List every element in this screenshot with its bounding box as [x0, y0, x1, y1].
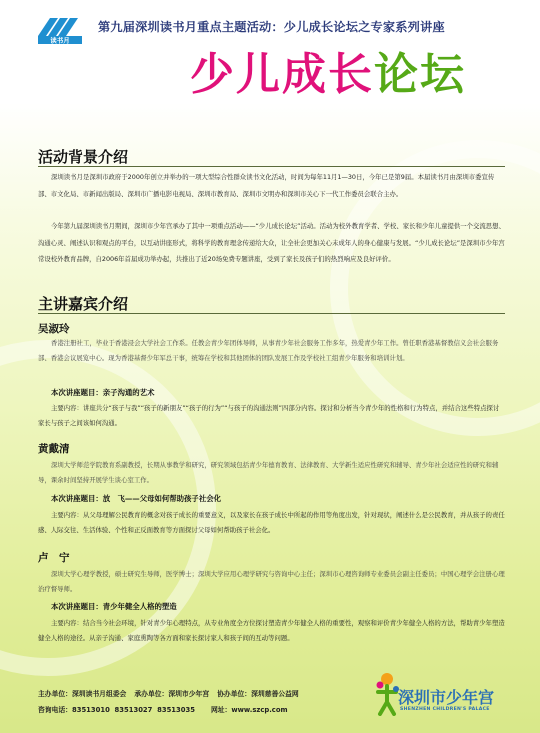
organizer-unit: 承办单位：深圳市少年宫	[134, 690, 210, 698]
co-organizer-unit: 协办单位：深圳慈善公益网	[217, 690, 299, 698]
host-unit: 主办单位：深圳读书月组委会	[38, 690, 127, 698]
lecture-content: 主要内容：结合当今社会环境，针对青少年心理特点，从专业角度全方位探讨塑造青少年健全人格的重要性，观察和评价青少年健全人格的方法，帮助青少年塑造健全人格的途径。从亲子沟通、家庭熏陶等各方面和家长探讨家人和孩子间的互动等问题。	[38, 619, 505, 642]
forum-title-part1: 少儿成长	[190, 49, 374, 100]
contact-line	[38, 704, 288, 714]
speaker-name: 黄戴清	[38, 443, 70, 455]
speaker-name: 吴淑玲	[38, 323, 70, 335]
event-title: 第九届深圳读书月重点主题活动：少儿成长论坛之专家系列讲座	[98, 20, 445, 34]
speaker-name: 卢 宁	[38, 552, 70, 564]
background-paragraph: 深圳读书月是深圳市政府于2000年创立并举办的一项大型综合性群众读书文化活动，时间为每年11月1—30日，今年已是第9届。本届读书月由深圳市委宣传部、市文化局、市新闻出版局、深圳市广播电影电视局、深圳市教育局、深圳市文明办和深圳市关心下一代工作委员会联合主办。	[38, 173, 495, 198]
speakers-heading: 主讲嘉宾介绍	[38, 295, 129, 313]
speaker-bio: 深圳大学心理学教授，硕士研究生导师，医学博士；深圳大学应用心理学研究与咨询中心主任；深圳市心理咨询师专业委员会副主任委员；中国心理学会注册心理治疗督导师。	[38, 570, 505, 593]
lecture-topic: 本次讲座题目：放 飞——父母如何帮助孩子社会化	[51, 494, 221, 503]
section-divider	[38, 313, 505, 314]
phone-numbers: 83513010 83513027 83513035	[71, 706, 195, 714]
lecture-content: 主要内容：从父母理解公民教育的概念对孩子成长的重要意义，以及家长在孩子成长中所起的作用等角度出发，针对现状，阐述什么是公民教育，并从孩子的责任感、人际交往、生活体验、个性和正反面教育等方面探讨父母如何帮助孩子社会化。	[38, 511, 505, 534]
speaker-bio: 香港注册社工，毕业于香港浸会大学社会工作系。任教会青少年团体导师，从事青少年社会服务工作多年，热爱青少年工作。曾任职香港基督教信义会社会服务部、香港会议展览中心。现为香港基督少年军总干事，统筹在学校和其他团体的团队发展工作及学校社工组青少年服务和培训计划。	[38, 339, 499, 362]
lecture-topic: 本次讲座题目：亲子沟通的艺术	[51, 388, 155, 397]
background-heading: 活动背景介绍	[38, 148, 129, 166]
background-paragraph: 今年第九届深圳读书月期间，深圳市少年宫承办了其中一项重点活动——“少儿成长论坛”活动。活动为校外教育学者、学校、家长和少年儿童提供一个交流思想、沟通心灵、阐述认识和观点的平台，以互动讲座形式，将科学的教育理念传递给大众，让全社会更加关心未成年人的身心健康与发展。“少儿成长论坛”是深圳市少年宫常设校外教育品牌，自2006年首届成功举办起，共推出了近20场免费专题讲座，受到了家长及孩子们的热烈响应及良好评价。	[38, 222, 505, 263]
org-name-en: SHENZHEN CHILDREN'S PALACE	[400, 707, 490, 712]
lecture-topic: 本次讲座题目：青少年健全人格的塑造	[51, 602, 177, 611]
organizers-line	[38, 688, 299, 698]
speaker-bio: 深圳大学师范学院教育系副教授，长期从事教学和研究，研究领域包括青少年德育教育、法律教育、大学新生适应性研究和辅导、青少年社会适应性的研究和辅导，课余时间坚持开展学生谈心室工作。	[38, 461, 499, 484]
phone-label: 咨询电话：	[38, 706, 72, 714]
reading-month-logo	[36, 16, 84, 44]
forum-title	[190, 48, 466, 102]
website: 网址：www.szcp.com	[210, 706, 288, 714]
logo-label: 读书月	[50, 36, 70, 44]
org-name: 深圳市少年宫	[398, 688, 495, 707]
lecture-content: 主要内容：讲座共分“孩子与我”“孩子的新朋友”“孩子的行为”“与孩子的沟通法则”四部分内容。探讨和分析当今青少年的性格和行为特点，并结合这些特点探讨家长与孩子之间该如何沟通。	[38, 404, 500, 427]
forum-title-part2: 论坛	[374, 49, 466, 100]
section-divider	[38, 166, 505, 167]
